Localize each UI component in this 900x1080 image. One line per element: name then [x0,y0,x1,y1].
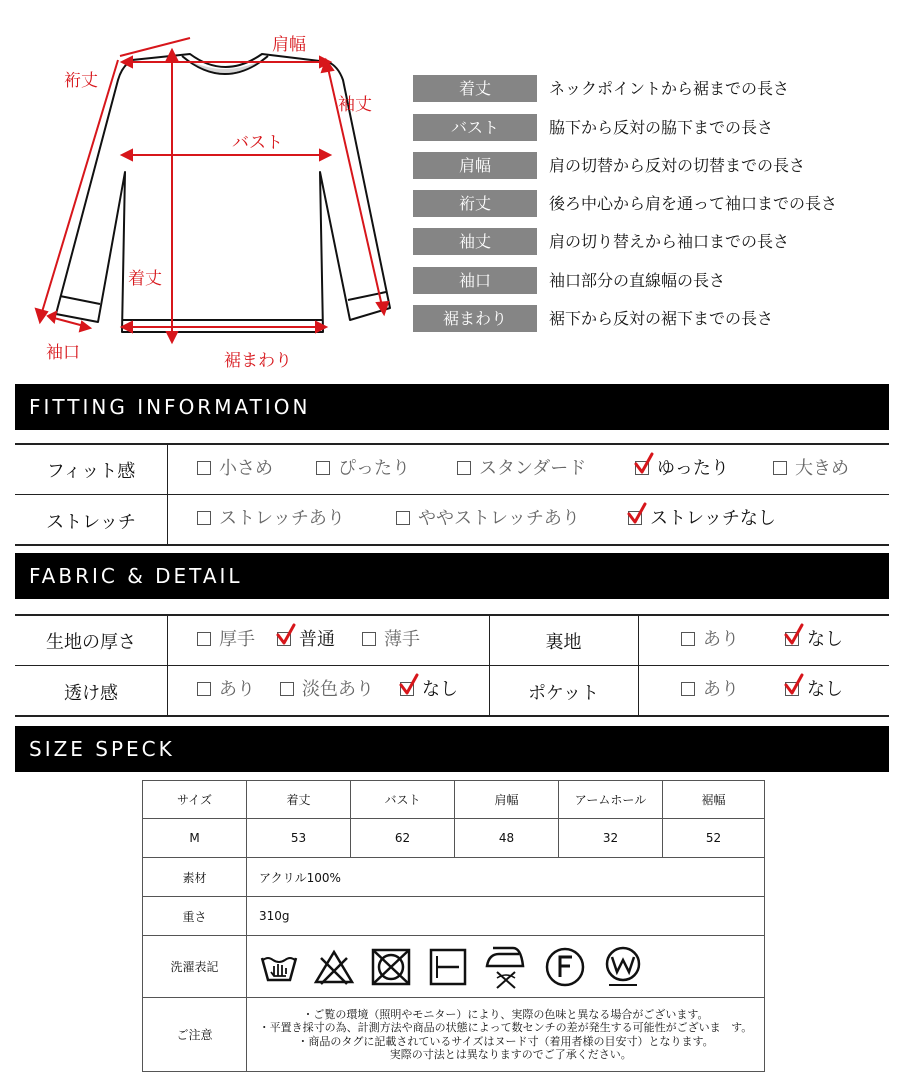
checkbox-checked[interactable] [400,682,414,696]
check-mark-icon [784,624,804,646]
option-fit-large[interactable]: 大きめ [773,458,849,480]
table-header: アームホール [559,781,663,819]
material-row [143,858,765,897]
checkbox-checked[interactable] [785,682,799,696]
table-header: バスト [351,781,455,819]
legend-term: バスト [413,114,537,141]
legend-desc: 肩の切替から反対の切替までの長さ [549,156,806,175]
option-normal[interactable]: 普通 [277,629,335,651]
material-value: アクリル100% [247,858,765,897]
hand-wash-icon [259,946,299,988]
legend-desc: 裾下から反対の裾下までの長さ [549,309,774,328]
label-bust: バスト [232,133,283,153]
row-label-stretch: ストレッチ [46,512,136,533]
divider [15,443,889,445]
table-cell: 32 [559,819,663,858]
legend-term: 着丈 [413,75,537,102]
option-fit-exact[interactable]: ぴったり [316,458,410,480]
label-sodetake: 袖丈 [338,95,372,115]
wet-clean-w-icon [601,945,645,989]
row-label-lining: 裏地 [545,632,582,653]
legend-desc: 後ろ中心から肩を通って袖口までの長さ [549,194,838,213]
table-cell: 48 [455,819,559,858]
option-fit-small[interactable]: 小さめ [197,458,273,480]
divider [167,615,168,715]
checkbox[interactable] [197,682,211,696]
notes-row [143,998,765,1072]
divider [638,615,639,715]
sweater-diagram [0,0,410,375]
check-mark-icon [276,624,296,646]
divider [167,444,168,544]
checkbox[interactable] [773,461,787,475]
table-header: サイズ [143,781,247,819]
checkbox[interactable] [197,511,211,525]
row-label-fit: フィット感 [46,461,136,482]
table-header: 着丈 [247,781,351,819]
material-label: 素材 [143,858,247,897]
divider [15,665,889,666]
table-cell: 52 [663,819,765,858]
legend-term: 裾まわり [413,305,537,332]
label-susomawari: 裾まわり [224,351,292,371]
label-katahaba: 肩幅 [272,35,306,55]
checkbox[interactable] [197,632,211,646]
care-row [143,936,765,998]
table-header-row [143,781,765,819]
table-cell: 53 [247,819,351,858]
weight-label: 重さ [143,897,247,936]
notes-label: ご注意 [143,998,247,1072]
row-label-thickness: 生地の厚さ [46,632,136,653]
checkbox[interactable] [197,461,211,475]
weight-value: 310g [247,897,765,936]
checkbox-checked[interactable] [628,511,642,525]
sweater-outline [0,0,410,375]
checkbox[interactable] [316,461,330,475]
table-cell: M [143,819,247,858]
option-sheer-no[interactable]: なし [400,679,458,701]
fitting-section-header: FITTING INFORMATION [15,384,889,430]
checkbox[interactable] [681,632,695,646]
legend-desc: ネックポイントから裾までの長さ [549,79,790,98]
divider [15,544,889,546]
note-line: ・ご覧の環境（照明やモニター）により、実際の色味と異なる場合がございます。 [302,1007,709,1021]
flat-dry-icon [427,946,469,988]
checkbox[interactable] [457,461,471,475]
legend-desc: 袖口部分の直線幅の長さ [549,271,726,290]
option-lining-no[interactable]: なし [785,629,843,651]
option-pocket-yes[interactable]: あり [681,679,739,701]
notes-cell [247,998,765,1072]
option-thin[interactable]: 薄手 [362,629,420,651]
legend-desc: 肩の切り替えから袖口までの長さ [549,232,790,251]
option-stretch-yes[interactable]: ストレッチあり [197,508,345,530]
table-row [143,819,765,858]
option-stretch-slight[interactable]: ややストレッチあり [396,508,580,530]
size-table [142,780,765,1072]
option-fit-loose[interactable]: ゆったり [635,458,729,480]
check-mark-icon [399,674,419,696]
dry-clean-f-icon [543,945,587,989]
check-mark-icon [634,453,654,475]
label-kitake: 着丈 [128,269,162,289]
option-fit-standard[interactable]: スタンダード [457,458,586,480]
label-sodeguchi: 袖口 [46,343,80,363]
check-mark-icon [784,674,804,696]
weight-row [143,897,765,936]
table-cell: 62 [351,819,455,858]
care-icons-cell [247,936,765,998]
row-label-pocket: ポケット [527,683,600,704]
no-bleach-icon [313,946,355,988]
legend-term: 肩幅 [413,152,537,179]
checkbox[interactable] [362,632,376,646]
no-tumble-dry-icon [369,946,413,988]
label-yukitake: 裄丈 [64,71,98,91]
option-lining-yes[interactable]: あり [681,629,739,651]
option-sheer-yes[interactable]: あり [197,679,255,701]
divider [15,715,889,717]
option-pocket-no[interactable]: なし [785,679,843,701]
legend-desc: 脇下から反対の脇下までの長さ [549,118,774,137]
legend-term: 袖口 [413,267,537,294]
option-sheer-light[interactable]: 淡色あり [280,679,374,701]
legend-term: 裄丈 [413,190,537,217]
care-label: 洗濯表記 [143,936,247,998]
option-stretch-none[interactable]: ストレッチなし [628,508,776,530]
table-header: 裾幅 [663,781,765,819]
checkbox-checked[interactable] [277,632,291,646]
checkbox-checked[interactable] [635,461,649,475]
low-iron-icon [483,944,529,990]
row-label-sheerness: 透け感 [64,683,118,704]
checkbox[interactable] [681,682,695,696]
checkbox[interactable] [396,511,410,525]
note-line: ・平置き採寸の為、計測方法や商品の状態によって数センチの差が発生する可能性がございま す。 [258,1021,753,1034]
checkbox[interactable] [280,682,294,696]
divider [15,614,889,616]
check-mark-icon [627,503,647,525]
fabric-section-header: FABRIC & DETAIL [15,553,889,599]
legend-term: 袖丈 [413,228,537,255]
option-thick[interactable]: 厚手 [197,629,255,651]
note-line: ・商品のタグに記載されているサイズはヌード寸（着用者様の目安寸）となります。 実際の寸法とは異なりますのでご了承ください。 [297,1034,714,1061]
table-header: 肩幅 [455,781,559,819]
divider [15,494,889,495]
size-section-header: SIZE SPECK [15,726,889,772]
checkbox-checked[interactable] [785,632,799,646]
